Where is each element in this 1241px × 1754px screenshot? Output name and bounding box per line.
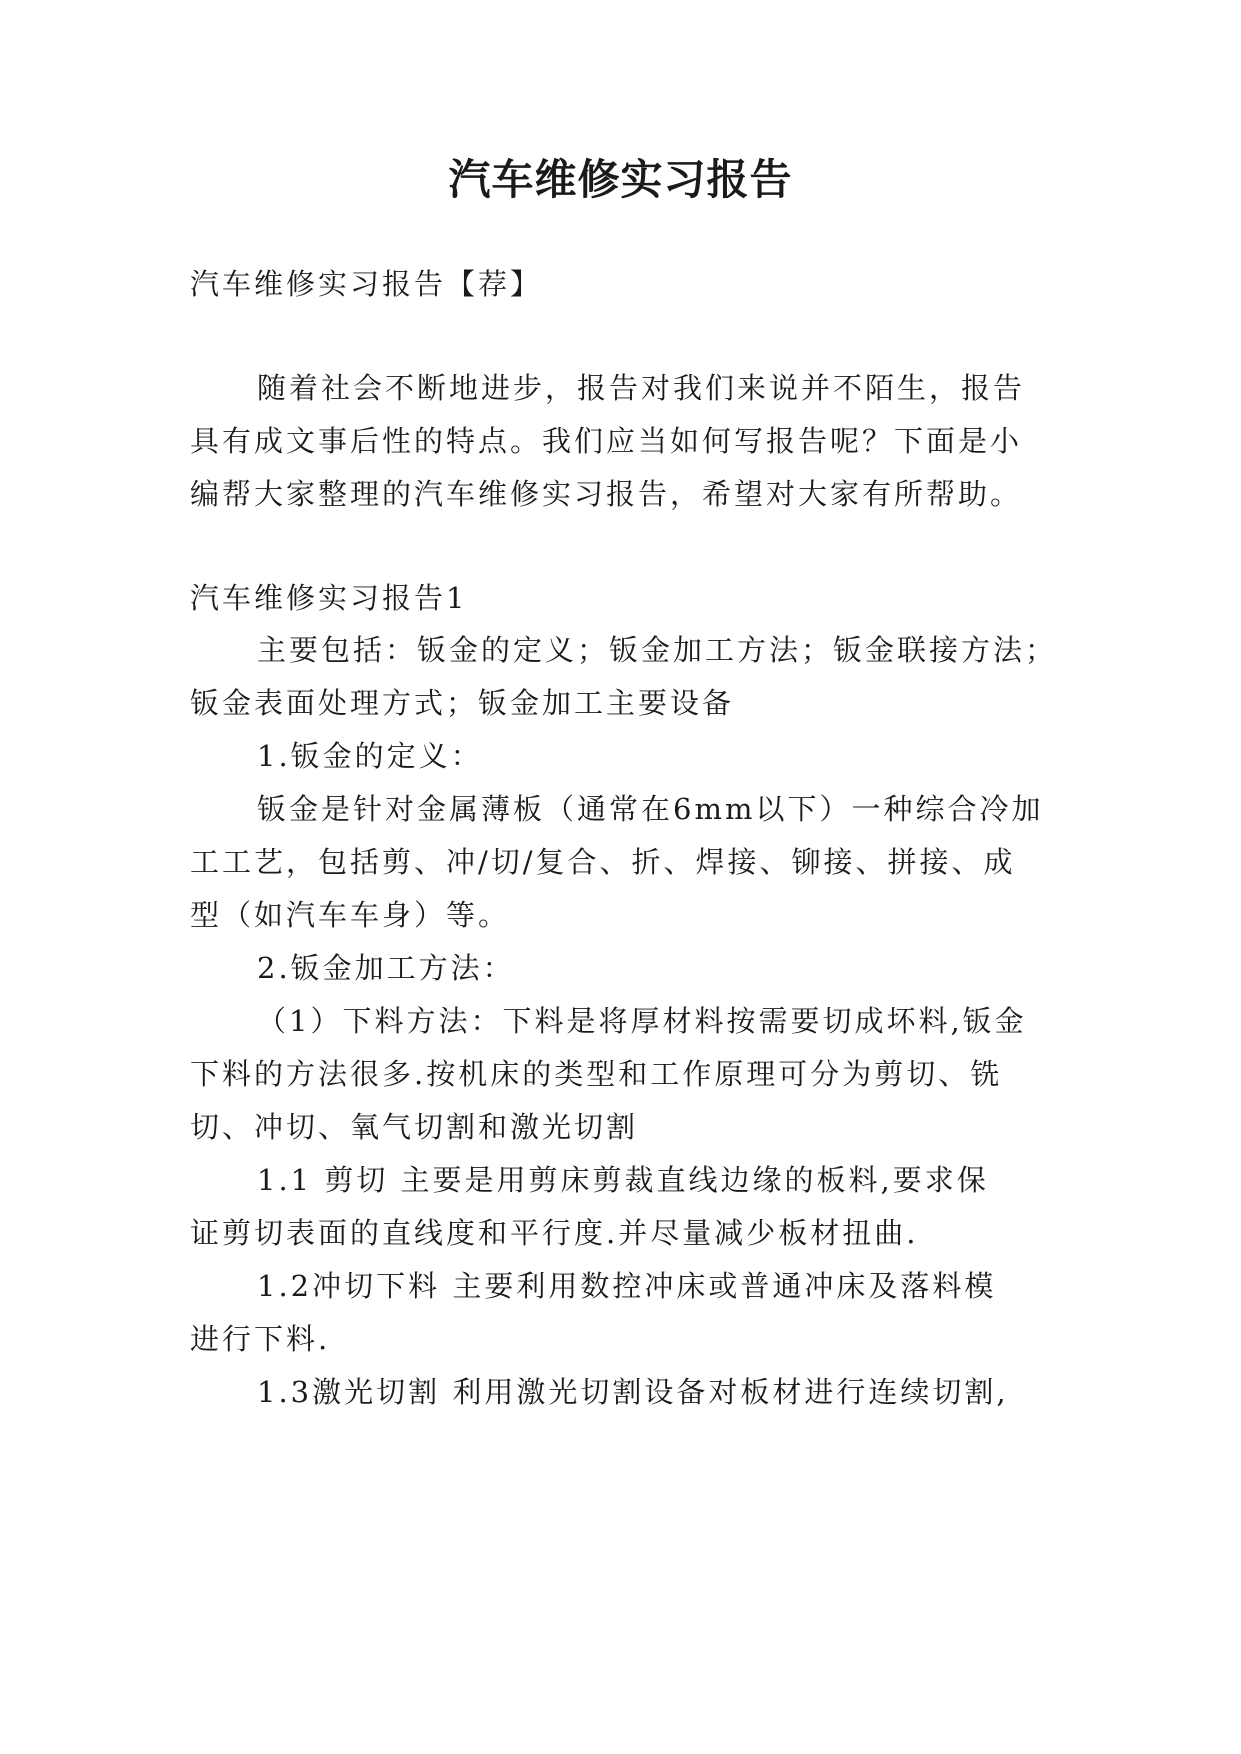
body-line-7: 2.钣金加工方法： (257, 951, 515, 985)
body-line-12: 证剪切表面的直线度和平行度.并尽量减少板材扭曲. (190, 1216, 919, 1250)
body-line-6: 型（如汽车车身）等。 (190, 898, 511, 932)
body-line-10: 切、冲切、氧气切割和激光切割 (190, 1110, 639, 1144)
body-line-13: 1.2冲切下料 主要利用数控冲床或普通冲床及落料模 (257, 1269, 997, 1303)
intro-line-1: 随着社会不断地进步，报告对我们来说并不陌生，报告 (257, 371, 1026, 405)
intro-line-3: 编帮大家整理的汽车维修实习报告，希望对大家有所帮助。 (190, 477, 1023, 511)
section-heading: 汽车维修实习报告1 (190, 581, 468, 615)
body-line-2: 钣金表面处理方式；钣金加工主要设备 (190, 686, 735, 720)
body-line-15: 1.3激光切割 利用激光切割设备对板材进行连续切割, (257, 1375, 1009, 1409)
body-line-5: 工工艺，包括剪、冲/切/复合、折、焊接、铆接、拼接、成 (190, 845, 1016, 879)
document-subtitle: 汽车维修实习报告【荐】 (190, 267, 543, 301)
body-line-9: 下料的方法很多.按机床的类型和工作原理可分为剪切、铣 (190, 1057, 1003, 1091)
document-title: 汽车维修实习报告 (448, 155, 793, 204)
intro-line-2: 具有成文事后性的特点。我们应当如何写报告呢？下面是小 (190, 424, 1023, 458)
body-line-1: 主要包括：钣金的定义；钣金加工方法；钣金联接方法； (257, 633, 1058, 667)
body-line-4: 钣金是针对金属薄板（通常在6mm以下）一种综合冷加 (257, 792, 1044, 826)
body-line-3: 1.钣金的定义： (257, 739, 483, 773)
body-line-11: 1.1 剪切 主要是用剪床剪裁直线边缘的板料,要求保 (257, 1163, 989, 1197)
body-line-14: 进行下料. (190, 1322, 331, 1356)
body-line-8: （1）下料方法：下料是将厚材料按需要切成坏料,钣金 (257, 1004, 1027, 1038)
